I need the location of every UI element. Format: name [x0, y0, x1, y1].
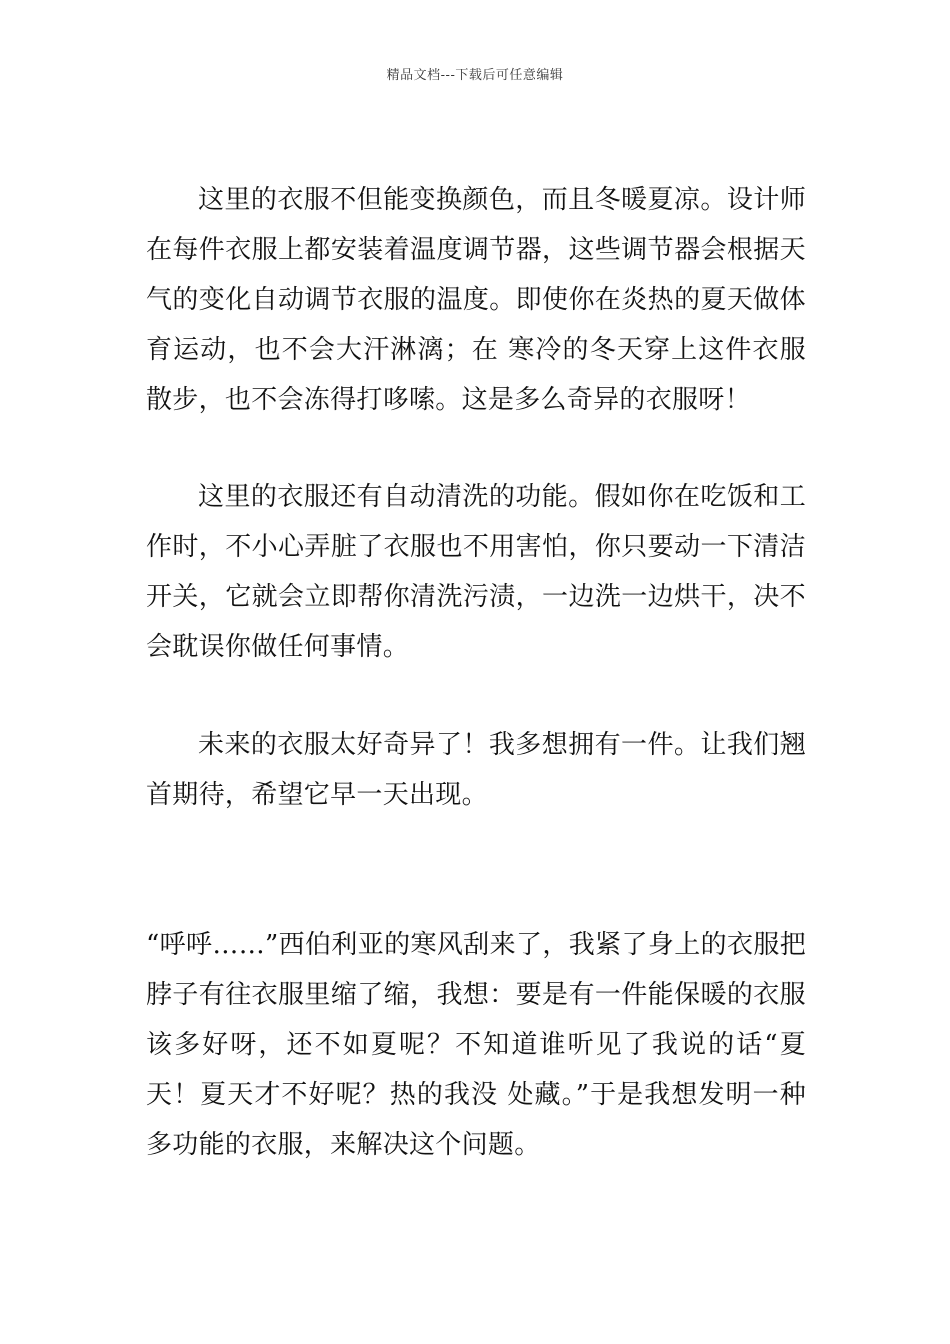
paragraph-2: 这里的衣服还有自动清洗的功能。假如你在吃饭和工作时，不小心弄脏了衣服也不用害怕，你只要动一下清洁开关，它就会立即帮你清洗污渍，一边洗一边烘干，决不会耽误你做任何事情。: [146, 482, 806, 662]
page-header: 精品文档---下载后可任意编辑: [386, 68, 564, 83]
paragraph-3: 未来的衣服太好奇异了！我多想拥有一件。让我们翘首期待，希望它早一天出现。: [146, 730, 806, 810]
paragraph-4: “呼呼……”西伯利亚的寒风刮来了，我紧了身上的衣服把脖子有往衣服里缩了缩，我想：要是有一件能保暖的衣服该多好呀，还不如夏呢？不知道谁听见了我说的话“夏天！夏天才不好呢？热的我没 处藏。”于是我想发明一种多功能的衣服，来解决这个问题。: [146, 930, 806, 1160]
paragraph-1: 这里的衣服不但能变换颜色，而且冬暖夏凉。设计师在每件衣服上都安装着温度调节器，这些调节器会根据天气的变化自动调节衣服的温度。即使你在炎热的夏天做体育运动，也不会大汗淋漓；在 寒冷的冬天穿上这件衣服散步，也不会冻得打哆嗦。这是多么奇异的衣服呀！: [146, 185, 806, 415]
